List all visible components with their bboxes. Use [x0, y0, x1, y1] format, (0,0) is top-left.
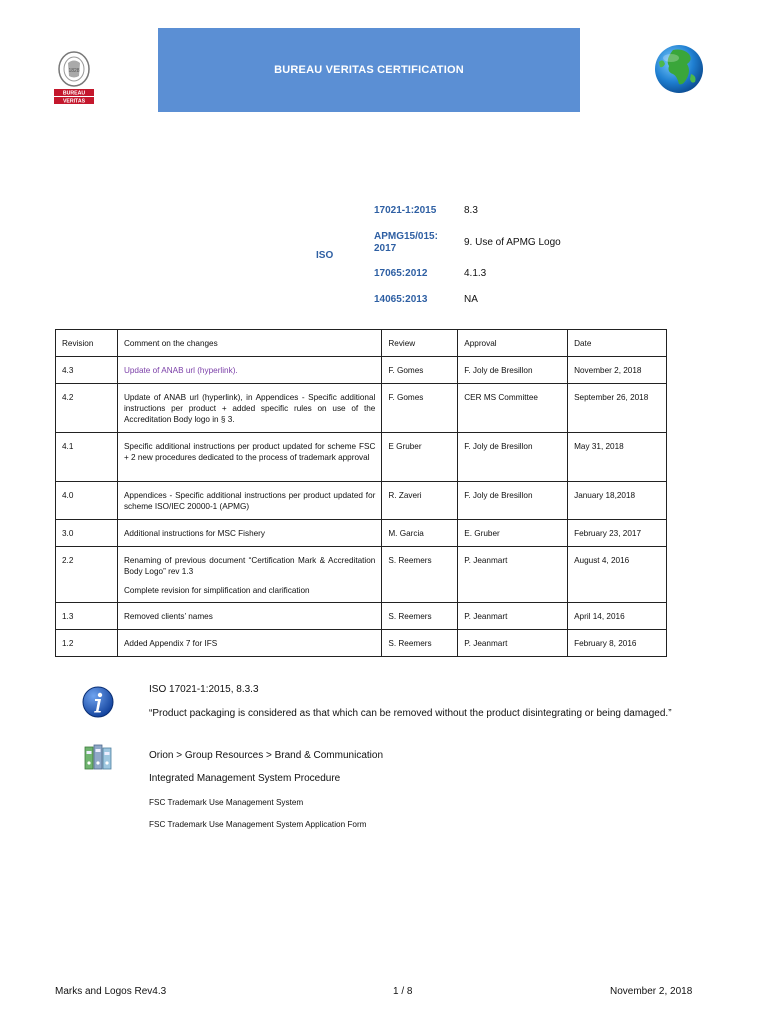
info-reference: ISO 17021-1:2015, 8.3.3: [149, 684, 259, 695]
table-row: [56, 357, 667, 384]
row-comment: [117, 547, 381, 603]
reference-standard: APMG15/015: 2017: [374, 231, 438, 254]
row-revision: 1.3: [56, 603, 118, 630]
row-approval: CER MS Committee: [458, 384, 568, 433]
row-revision: 4.1: [56, 433, 118, 482]
row-comment: Added Appendix 7 for IFS: [117, 630, 381, 657]
logo-text-bottom: VERITAS: [62, 98, 86, 104]
row-review: F. Gomes: [382, 357, 458, 384]
row-review: R. Zaveri: [382, 482, 458, 520]
row-revision: 4.3: [56, 357, 118, 384]
header-review: Review: [382, 330, 458, 357]
doc-procedure[interactable]: Integrated Management System Procedure: [149, 773, 341, 784]
footer-date: November 2, 2018: [610, 986, 693, 997]
reference-clause: NA: [464, 294, 478, 305]
info-icon: [82, 686, 114, 718]
row-date: November 2, 2018: [568, 357, 667, 384]
doc-path: Orion > Group Resources > Brand & Communication: [149, 750, 383, 761]
row-revision: 4.0: [56, 482, 118, 520]
row-review: S. Reemers: [382, 547, 458, 603]
reference-standard: 14065:2013: [374, 294, 428, 305]
row-comment: Additional instructions for MSC Fishery: [117, 520, 381, 547]
reference-clause: 9. Use of APMG Logo: [464, 237, 561, 248]
logo-text-top: BUREAU: [62, 90, 86, 97]
row-comment-link[interactable]: Update of ANAB url (hyperlink).: [117, 357, 381, 384]
doc-fsc-system[interactable]: FSC Trademark Use Management System: [149, 798, 304, 807]
row-date: August 4, 2016: [568, 547, 667, 603]
footer-document: Marks and Logos Rev4.3: [55, 986, 167, 997]
row-review: E Gruber: [382, 433, 458, 482]
row-revision: 3.0: [56, 520, 118, 547]
bureau-veritas-logo: [52, 50, 96, 104]
row-date: September 26, 2018: [568, 384, 667, 433]
row-revision: 1.2: [56, 630, 118, 657]
iso-label: ISO: [316, 250, 334, 261]
header-date: Date: [568, 330, 667, 357]
row-date: February 8, 2016: [568, 630, 667, 657]
header-revision: Revision: [56, 330, 118, 357]
banner-title: BUREAU VERITAS CERTIFICATION: [274, 64, 464, 76]
header-approval: Approval: [458, 330, 568, 357]
row-date: January 18,2018: [568, 482, 667, 520]
table-row: [56, 482, 667, 520]
row-review: S. Reemers: [382, 630, 458, 657]
row-approval: P. Jeanmart: [458, 630, 568, 657]
row-comment-text: Renaming of previous document “Certification Mark & Accreditation Body Logo” rev 1.3: [123, 556, 376, 576]
reference-standard: 17021-1:2015: [374, 205, 437, 216]
row-comment: Appendices - Specific additional instructions per product updated for scheme ISO/IEC 20000-1 (APMG): [117, 482, 381, 520]
row-review: M. Garcia: [382, 520, 458, 547]
table-row: [56, 630, 667, 657]
row-comment: Removed clients’ names: [117, 603, 381, 630]
row-approval: F. Joly de Bresillon: [458, 433, 568, 482]
reference-standard: 17065:2012: [374, 268, 428, 279]
table-row: [56, 384, 667, 433]
reference-clause: 4.1.3: [464, 268, 487, 279]
row-approval: E. Gruber: [458, 520, 568, 547]
footer-page-number: 1 / 8: [393, 986, 413, 997]
header-comment: Comment on the changes: [117, 330, 381, 357]
certification-banner: [158, 28, 580, 112]
reference-clause: 8.3: [464, 205, 478, 216]
table-row: [56, 433, 667, 482]
table-row: [56, 520, 667, 547]
row-approval: F. Joly de Bresillon: [458, 357, 568, 384]
info-quote: “Product packaging is considered as that which can be removed without the product disintegrating or being damaged.”: [149, 708, 672, 719]
row-comment-extra: Complete revision for simplification and clarification: [123, 586, 310, 595]
row-review: F. Gomes: [382, 384, 458, 433]
doc-fsc-form[interactable]: FSC Trademark Use Management System Application Form: [149, 820, 367, 829]
row-revision: 4.2: [56, 384, 118, 433]
books-icon: [84, 744, 112, 770]
row-comment: Specific additional instructions per product updated for scheme FSC + 2 new procedures dedicated to the process of trademark approval: [117, 433, 381, 482]
globe-icon: [653, 44, 705, 94]
row-comment: Update of ANAB url (hyperlink), in Appendices - Specific additional instructions per product + added specific rules on use of the Accreditation Body logo in § 3.: [117, 384, 381, 433]
row-review: S. Reemers: [382, 603, 458, 630]
table-row: [56, 547, 667, 603]
row-approval: P. Jeanmart: [458, 603, 568, 630]
revision-table: [55, 329, 667, 657]
row-approval: P. Jeanmart: [458, 547, 568, 603]
row-approval: F. Joly de Bresillon: [458, 482, 568, 520]
row-date: February 23, 2017: [568, 520, 667, 547]
table-header-row: [56, 330, 667, 357]
row-revision: 2.2: [56, 547, 118, 603]
row-date: May 31, 2018: [568, 433, 667, 482]
logo-year: 1828: [68, 68, 80, 74]
table-row: [56, 603, 667, 630]
row-date: April 14, 2016: [568, 603, 667, 630]
